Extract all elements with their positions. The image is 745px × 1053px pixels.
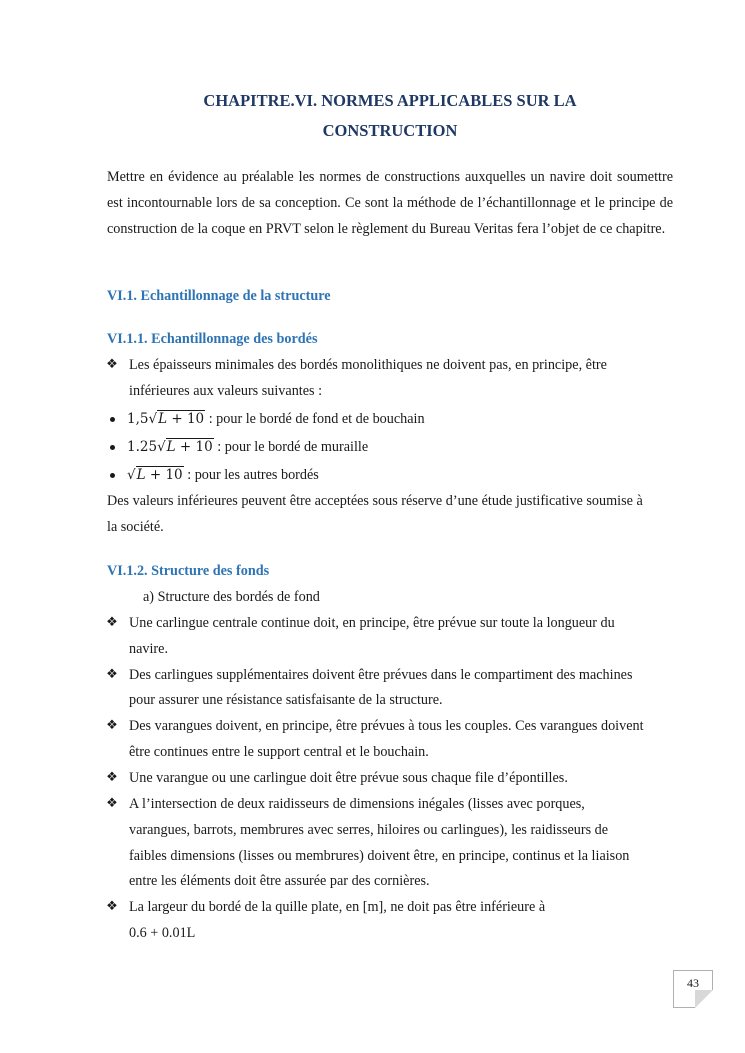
diamond-bullet-icon: ❖ (106, 796, 118, 811)
bullet-text-line: faibles dimensions (lisses ou membrures) doivent être, en principe, continus et la liaison (129, 848, 630, 864)
page-curl-icon (695, 990, 713, 1008)
bullet-text-line: Les épaisseurs minimales des bordés monolithiques ne doivent pas, en principe, être (129, 357, 607, 373)
bullet-text-line: Une carlingue centrale continue doit, en principe, être prévue sur toute la longueur du (129, 615, 615, 631)
formula-rest: + 10 (167, 411, 205, 427)
page-number-box (673, 970, 713, 1008)
chapter-title-line1: CHAPITRE.VI. NORMES APPLICABLES SUR LA (203, 91, 577, 110)
round-bullet-icon (110, 417, 115, 422)
diamond-bullet-icon: ❖ (106, 615, 118, 630)
round-bullet-icon (110, 473, 115, 478)
bullet-text-line: inférieures aux valeurs suivantes : (129, 383, 323, 399)
formula-rest: + 10 (175, 439, 213, 455)
list-item-a: a) Structure des bordés de fond (143, 589, 320, 605)
diamond-bullet-icon: ❖ (106, 357, 118, 372)
bullet-text-line: pour assurer une résistance satisfaisante de la structure. (129, 692, 443, 708)
bullet-text-line: varangues, barrots, membrures avec serres, hiloires ou carlingues), les raidisseurs de (129, 822, 609, 838)
diamond-bullet-icon: ❖ (106, 899, 118, 914)
bullet-text-line: La largeur du bordé de la quille plate, en [m], ne doit pas être inférieure à (129, 899, 546, 915)
chapter-title-line2: CONSTRUCTION (322, 121, 458, 140)
bullet-text-line: A l’intersection de deux raidisseurs de dimensions inégales (lisses avec porques, (129, 796, 585, 812)
round-bullet-icon (110, 445, 115, 450)
bullet-text-line: Une varangue ou une carlingue doit être prévue sous chaque file d’épontilles. (129, 770, 568, 786)
formula-item: √L + 10 : pour les autres bordés (127, 467, 319, 483)
bullet-text-line: être continues entre le support central et le bouchain. (129, 744, 429, 760)
bullet-text-line: Des carlingues supplémentaires doivent être prévues dans le compartiment des machines (129, 667, 633, 683)
section-heading: VI.1. Echantillonnage de la structure (107, 288, 331, 304)
chapter-title (150, 86, 630, 146)
bullet-text-line: Des varangues doivent, en principe, être prévues à tous les couples. Ces varangues doivent (129, 718, 644, 734)
formula-item: 1,5√L + 10 : pour le bordé de fond et de bouchain (127, 411, 425, 427)
diamond-bullet-icon: ❖ (106, 667, 118, 682)
subsection-heading-bordes: VI.1.1. Echantillonnage des bordés (107, 331, 318, 347)
diamond-bullet-icon: ❖ (106, 718, 118, 733)
note-line: Des valeurs inférieures peuvent être acceptées sous réserve d’une étude justificative soumise à (107, 493, 643, 509)
formula-item: 1.25√L + 10 : pour le bordé de muraille (127, 439, 369, 455)
formula-variable: L (136, 467, 146, 483)
intro-paragraph: Mettre en évidence au préalable les normes de constructions auxquelles un navire doit soumettre est incontournable lors de sa conception. Ce sont la méthode de l’échantillonnage et le principe de construction de la coque en PRVT selon le règlement du Bureau Veritas fera l’objet de ce chapitre. (107, 169, 673, 237)
bullet-text-line: entre les éléments doit être assurée par des cornières. (129, 873, 430, 889)
formula-description: : pour le bordé de fond et de bouchain (205, 411, 425, 427)
formula-coefficient: 1.25 (127, 439, 158, 455)
bullet-text-line: 0.6 + 0.01L (129, 925, 196, 941)
note-line: la société. (107, 519, 164, 535)
formula-rest: + 10 (145, 467, 183, 483)
formula-description: : pour le bordé de muraille (213, 439, 369, 455)
bullet-text-line: navire. (129, 641, 168, 657)
formula-variable: L (158, 411, 168, 427)
page-number: 43 (687, 976, 699, 990)
formula-coefficient: 1,5 (127, 411, 149, 427)
formula-variable: L (166, 439, 176, 455)
subsection-heading-fonds: VI.1.2. Structure des fonds (107, 563, 270, 579)
diamond-bullet-icon: ❖ (106, 770, 118, 785)
formula-description: : pour les autres bordés (183, 467, 319, 483)
